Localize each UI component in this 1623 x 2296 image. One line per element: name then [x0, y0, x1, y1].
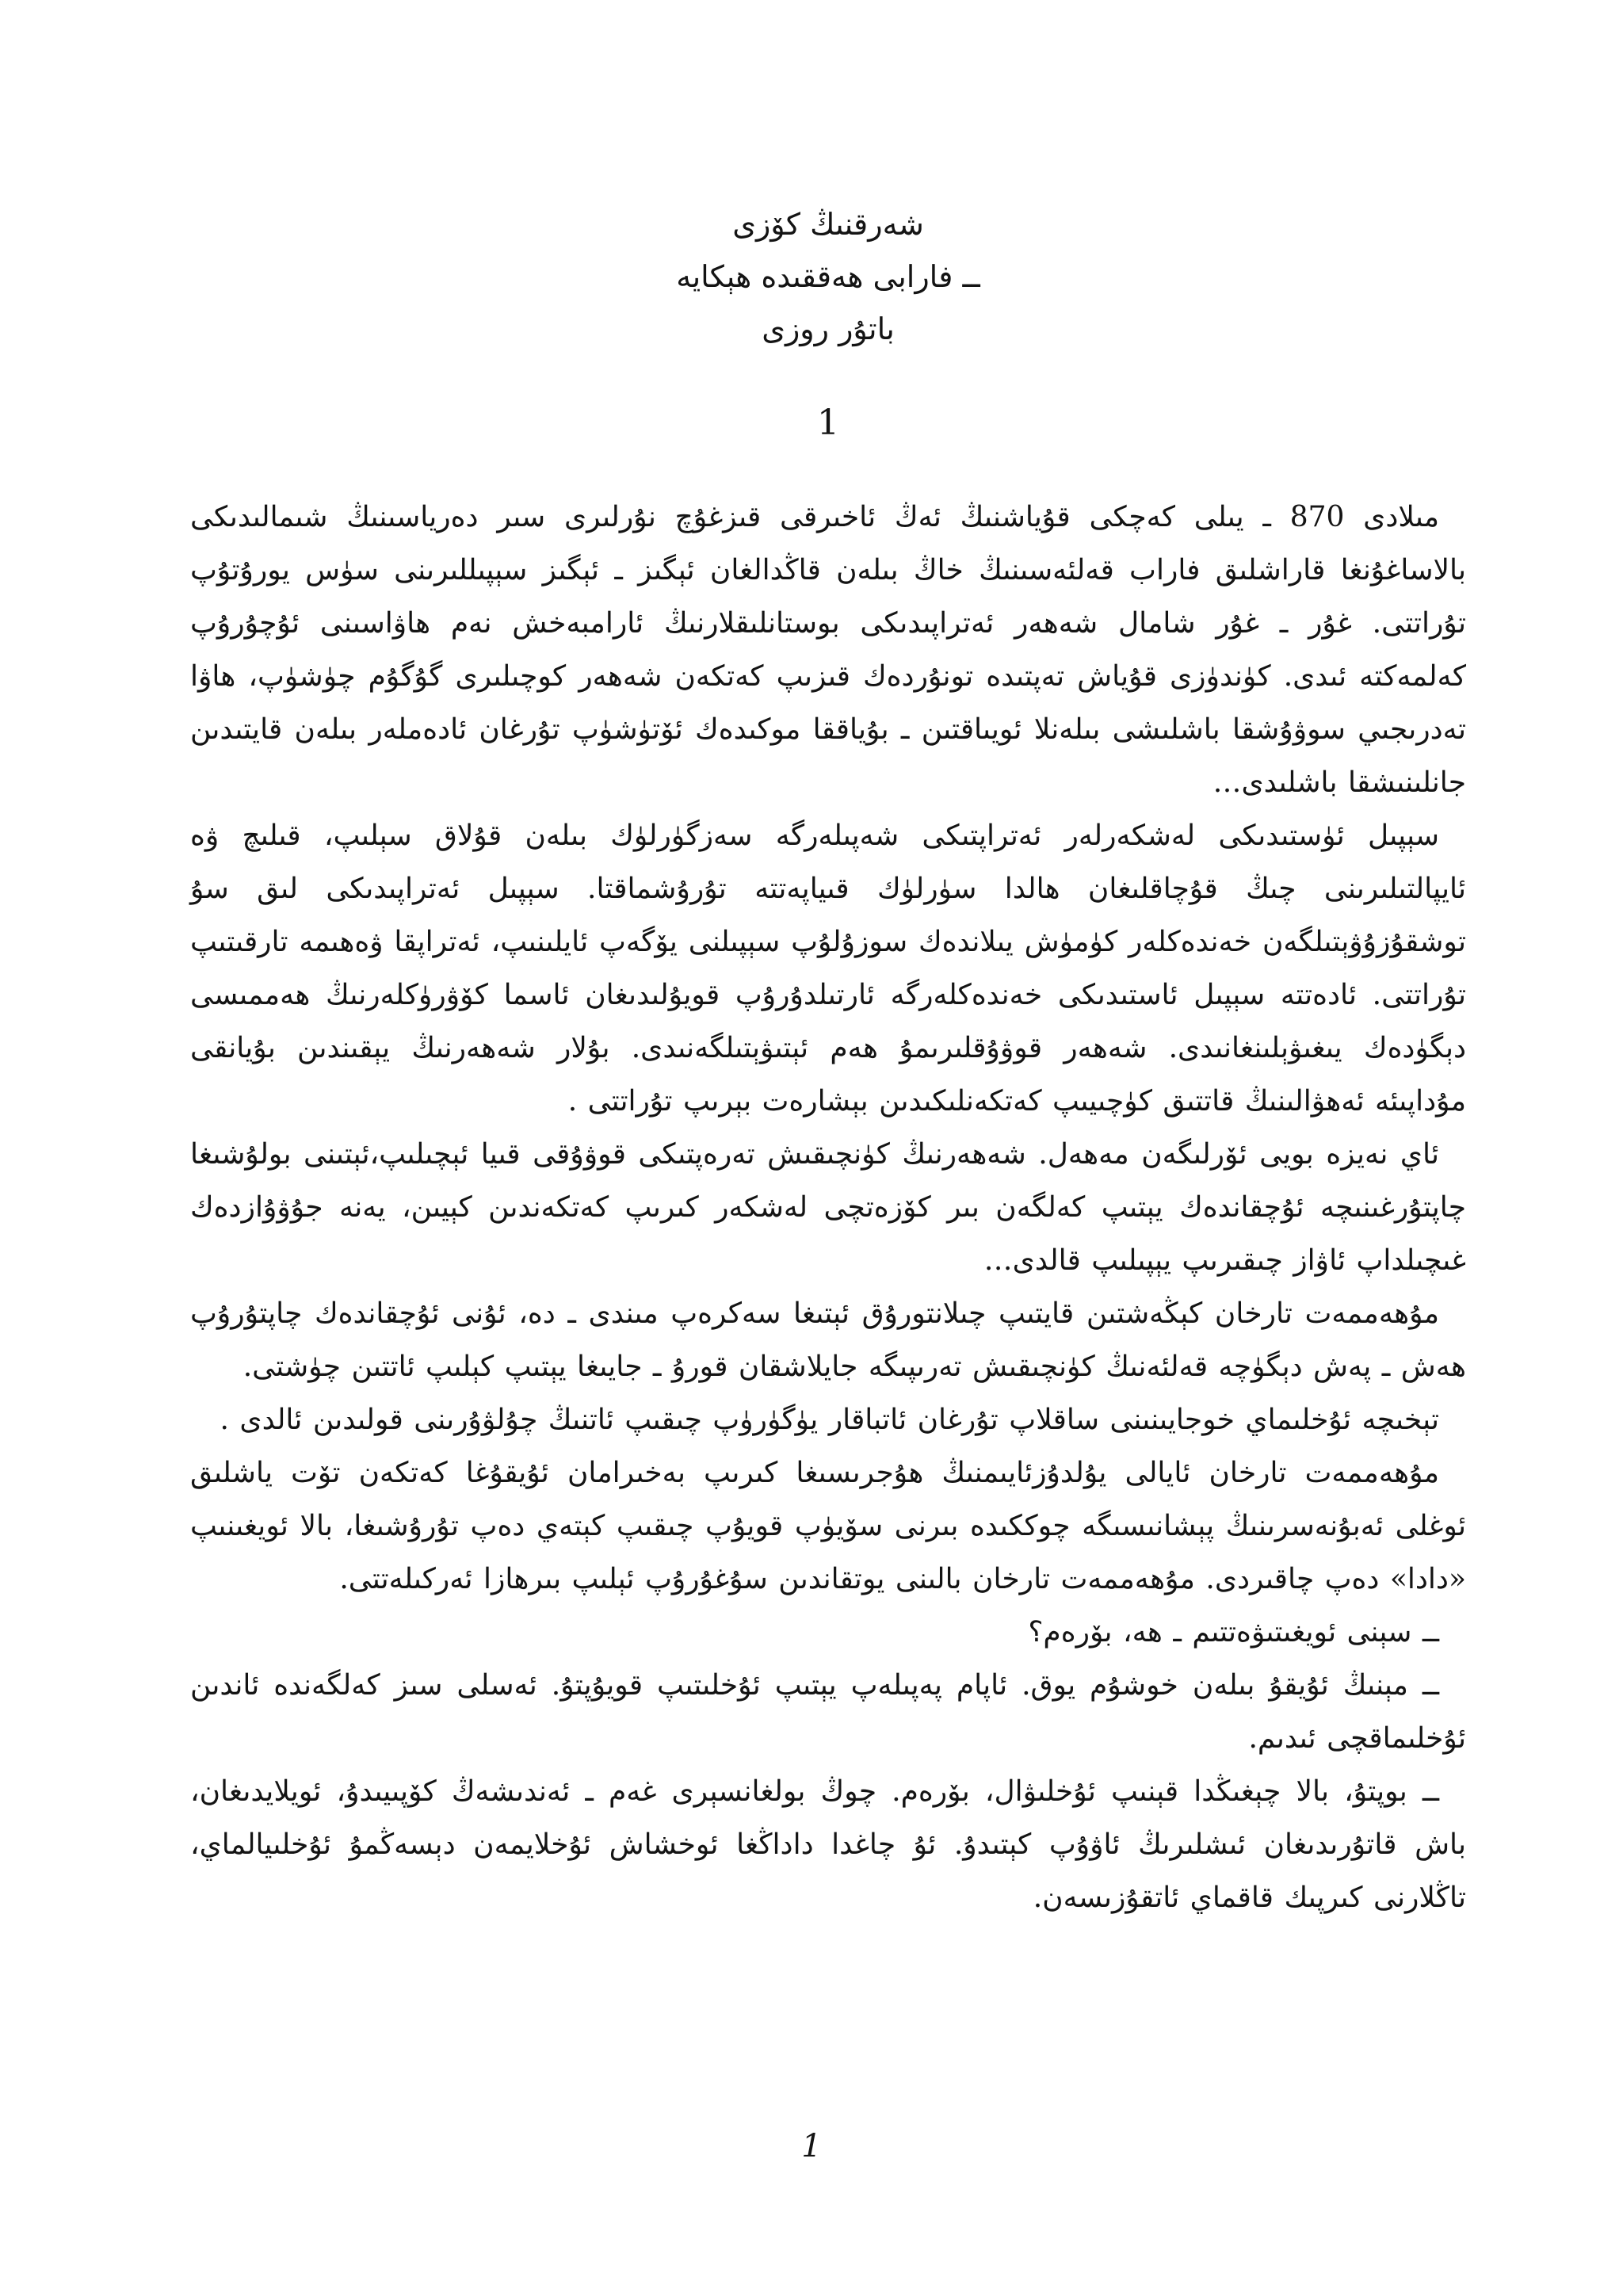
paragraph-5: تېخىچە ئۇخلىماي خوجايىنىنى ساقلاپ تۇرغان ئاتباقار يۈگۈرۈپ چىقىپ ئاتنىڭ چۇلۋۇرىنى قولىدىن ئالدى . — [220, 1404, 1439, 1436]
page-number: 1 — [801, 2128, 822, 2164]
paragraph-3: ئاي نەيزە بويى ئۆرلىگەن مەھەل. شەھەرنىڭ كۈنچىقىش تەرەپتىكى قوۋۇقى قىيا ئېچىلىپ،ئېتىنى بولۇشىغا چاپتۇرغىنىچە ئۇچقاندەك يېتىپ كەلگەن بىر كۆزەتچى لەشكەر كىرىپ كەتكەندىن كېيىن، يەنە جۇۋۇازدەك غىچىلداپ ئاۋاز چىقىرىپ يېپىلىپ قالدى… — [190, 1138, 1466, 1277]
dialogue-line-2: ــ مېنىڭ ئۇيقۇ بىلەن خوشۇم يوق. ئاپام پەپىلەپ يېتىپ ئۇخلىتىپ قويۇپتۇ. ئەسلى سىز كەلگەندە ئاندىن ئۇخلىماقچى ئىدىم. — [190, 1669, 1466, 1755]
paragraph-1: مىلادى 870 ـ يىلى كەچكى قۇياشنىڭ ئەڭ ئاخىرقى قىزغۇچ نۇرلىرى سىر دەرياسىنىڭ شىمالىدىكى بالاساغۇنغا قاراشلىق فاراب قەلئەسىنىڭ خاڭ بىلەن قاڭدالغان ئېگىز ـ ئېگىز سېپىللىرىنى سۈس يورۇتۇپ تۇراتتى. غۇر ـ غۇر شامال شەھەر ئەتراپىدىكى بوستانلىقلارنىڭ ئارامبەخش نەم ھاۋاسىنى ئۇچۇرۇپ كەلمەكتە ئىدى. كۈندۈزى قۇياش تەپتىدە تونۇردەك قىزىپ كەتكەن شەھەر كوچىلىرى گۇگۇم چۈشۈپ، ھاۋا تەدرىجىي سوۋۇشقا باشلىشى بىلەنلا ئويىاقتىن ـ بۇياققا موكىدەك ئۆتۈشۈپ تۇرغان ئادەملەر بىلەن قايتىدىن جانلىنىشقا باشلىدى… — [190, 501, 1466, 799]
chapter-number: 1 — [817, 403, 839, 443]
story-title: شەرقنىڭ كۆزى — [732, 207, 924, 242]
dialogue-line-3: ــ بوپتۇ، بالا چېغىڭدا قېنىپ ئۇخلىۋال، بۆرەم. چوڭ بولغانسېرى غەم ـ ئەندىشەڭ كۆپىيىدۇ، ئويلايدىغان، باش قاتۇرىدىغان ئىشلىرىڭ ئاۋۇپ كېتىدۇ. ئۇ چاغدا داداڭغا ئوخشاش ئۇخلايمەن دېسەڭمۇ ئۇخلىيالماي، تاڭلارنى كىرپىك قاقماي ئاتقۇزىسەن. — [190, 1775, 1466, 1914]
story-subtitle: ــ فارابى ھەققىدە ھېكايە — [676, 259, 980, 294]
paragraph-6: مۇھەممەت تارخان ئايالى يۇلدۇزئايىمنىڭ ھۇجرىسىغا كىرىپ بەخىرامان ئۇيقۇغا كەتكەن تۆت ياشلىق ئوغلى ئەبۇنەسرىنىڭ پېشانىسىگە چوككىدە بىرنى سۆيۈپ قويۇپ چىقىپ كېتەي دەپ تۇرۇشىغا، بالا ئويغىنىپ «دادا» دەپ چاقىردى. مۇھەممەت تارخان بالىنى يوتقاندىن سۇغۇرۇپ ئېلىپ بىرھازا ئەركىلەتتى. — [190, 1457, 1466, 1595]
body-text — [190, 491, 1466, 1924]
dialogue-line-1: ــ سېنى ئويغىتىۋەتتىم ـ ھە، بۆرەم؟ — [1028, 1616, 1439, 1648]
document-page — [190, 190, 1466, 2219]
title-block — [190, 198, 1466, 355]
paragraph-2: سېپىل ئۈستىدىكى لەشكەرلەر ئەتراپتىكى شەپىلەرگە سەزگۈرلۈك بىلەن قۇلاق سېلىپ، قىلىچ ۋە ئايپالتىلىرىنى چىڭ قۇچاقلىغان ھالدا سۈرلۈك قىياپەتتە تۇرۇشماقتا. سېپىل ئەتراپىدىكى لىق سۇ توشقۇزۇۋېتىلگەن خەندەكلەر كۈمۈش يىلاندەك سوزۇلۇپ سېپىلنى يۆگەپ ئايلىنىپ، ئەتراپقا ۋەھىمە تارقىتىپ تۇراتتى. ئادەتتە سېپىل ئاستىدىكى خەندەكلەرگە ئارتىلدۇرۇپ قويۇلىدىغان ئاسما كۆۋرۈكلەرنىڭ ھەممىسى دېگۈدەك يىغىۋېلىنغانىدى. شەھەر قوۋۇقلىرىمۇ ھەم ئېتىۋېتىلگەنىدى. بۇلار شەھەرنىڭ يېقىندىن بۇيانقى مۇداپىئە ئەھۋالىنىڭ قاتتىق كۈچىيىپ كەتكەنلىكىدىن بېشارەت بېرىپ تۇراتتى . — [190, 819, 1466, 1117]
author-name: باتۇر روزى — [762, 311, 895, 346]
paragraph-4: مۇھەممەت تارخان كېڭەشتىن قايتىپ چىلانتورۇق ئېتىغا سەكرەپ مىندى ـ دە، ئۇنى ئۇچقاندەك چاپتۇرۇپ ھەش ـ پەش دېگۈچە قەلئەنىڭ كۈنچىقىش تەرىپىگە جايلاشقان قورۇ ـ جايىغا يېتىپ كېلىپ ئاتتىن چۈشتى. — [190, 1297, 1466, 1383]
